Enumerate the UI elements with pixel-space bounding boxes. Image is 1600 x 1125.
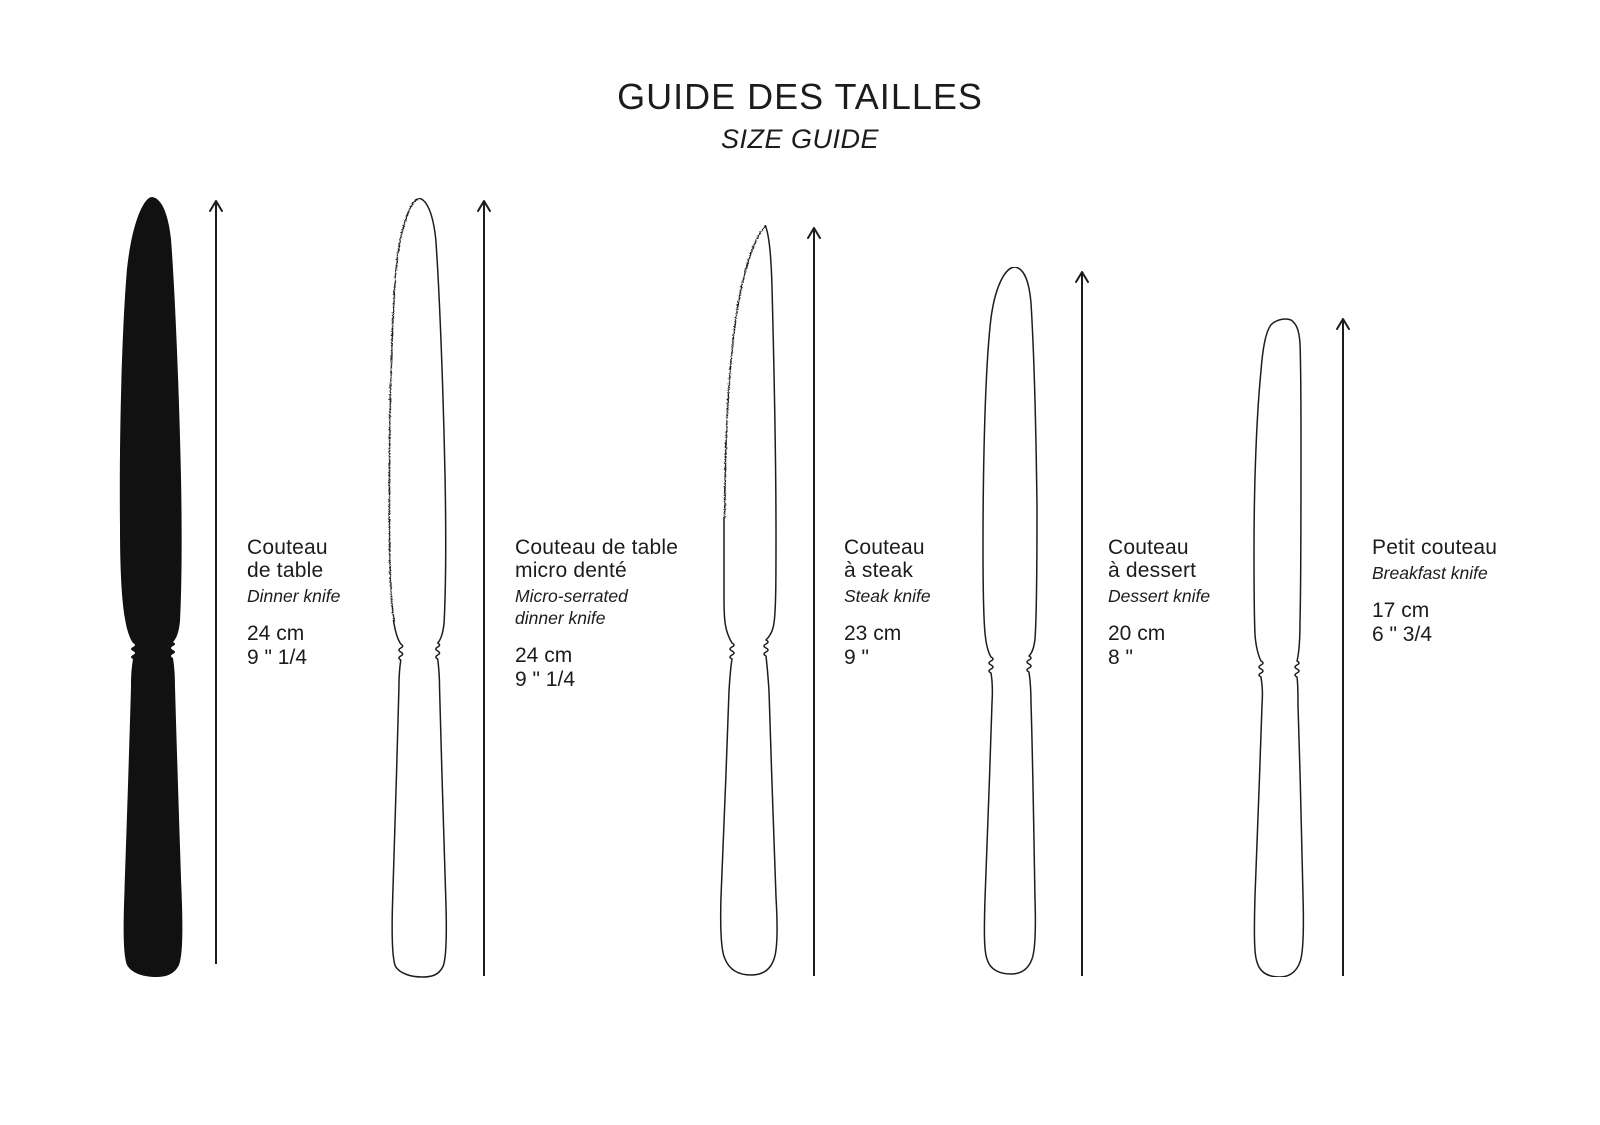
size-inches: 9 " 1/4 (515, 668, 575, 691)
knife-illustration-dinner (117, 197, 195, 977)
height-arrow-dessert-knife (1074, 270, 1090, 977)
knife-name-english (247, 585, 477, 607)
knife-english-line1: Steak knife (844, 586, 931, 606)
knife-english-line2: dinner knife (515, 608, 606, 628)
size-cm: 24 cm (247, 622, 305, 645)
knife-name (1108, 536, 1338, 582)
knife-dimensions (1372, 599, 1600, 647)
size-inches: 9 " 1/4 (247, 646, 307, 669)
knife-name-line1: Couteau (844, 536, 925, 559)
knife-dimensions (1108, 622, 1338, 670)
knife-name (247, 536, 477, 582)
knife-name-line2: à steak (844, 559, 914, 582)
height-arrow-dinner-knife (208, 199, 224, 965)
label-steak-knife (844, 536, 1074, 670)
knife-english-line1: Dessert knife (1108, 586, 1211, 606)
knife-english-line1: Breakfast knife (1372, 563, 1488, 583)
knife-name-english (1108, 585, 1338, 607)
knife-name-line1: Couteau (247, 536, 328, 559)
knife-dimensions (247, 622, 477, 670)
knife-name-line1: Couteau (1108, 536, 1189, 559)
size-cm: 24 cm (515, 644, 573, 667)
page-title: GUIDE DES TAILLES (617, 76, 983, 117)
knife-name (1372, 536, 1600, 559)
knife-name (515, 536, 745, 582)
page-subtitle: SIZE GUIDE (720, 124, 880, 154)
label-breakfast-knife (1372, 536, 1600, 647)
knife-name-line2: micro denté (515, 559, 627, 582)
knife-name-line1: Petit couteau (1372, 536, 1498, 559)
size-inches: 9 " (844, 646, 869, 669)
knife-name-line2: à dessert (1108, 559, 1197, 582)
knife-english-line1: Micro-serrated (515, 586, 628, 606)
label-dinner-knife (247, 536, 477, 670)
size-cm: 17 cm (1372, 599, 1430, 622)
knife-name-english (515, 585, 745, 629)
knife-name (844, 536, 1074, 582)
label-micro-serrated-knife (515, 536, 745, 692)
height-arrow-steak-knife (806, 226, 822, 977)
size-cm: 23 cm (844, 622, 902, 645)
knife-dimensions (844, 622, 1074, 670)
knife-name-english (1372, 562, 1600, 584)
size-cm: 20 cm (1108, 622, 1166, 645)
size-inches: 6 " 3/4 (1372, 623, 1432, 646)
height-arrow-micro-serrated-knife (476, 199, 492, 977)
knife-name-line1: Couteau de table (515, 536, 679, 559)
size-inches: 8 " (1108, 646, 1133, 669)
knife-english-line1: Dinner knife (247, 586, 341, 606)
knife-name-line2: de table (247, 559, 324, 582)
knife-dimensions (515, 644, 745, 692)
knife-name-english (844, 585, 1074, 607)
page-header (0, 76, 1600, 155)
label-dessert-knife (1108, 536, 1338, 670)
